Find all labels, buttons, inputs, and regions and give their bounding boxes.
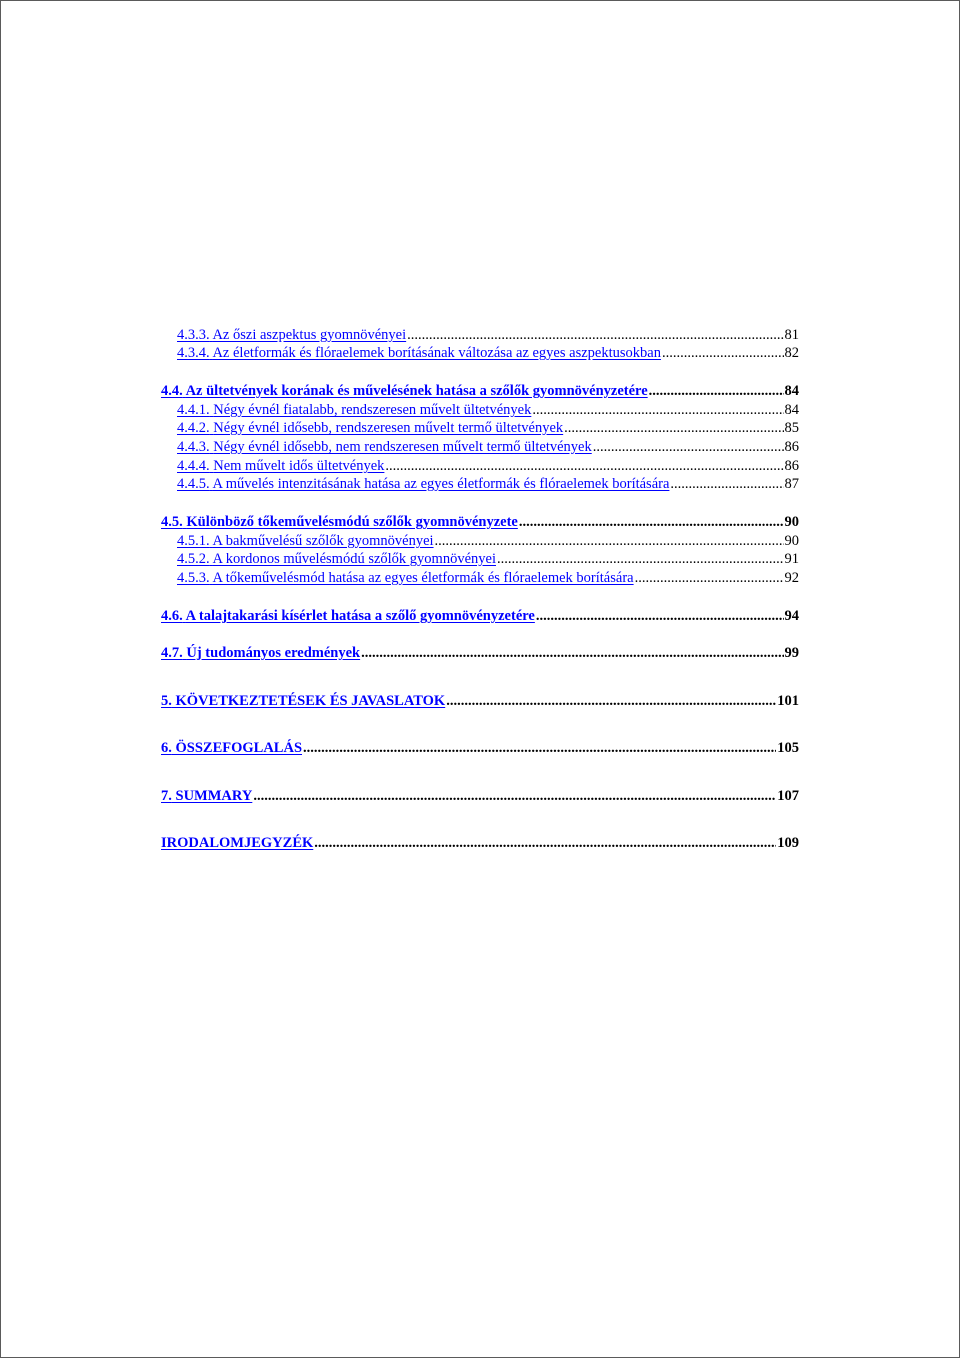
toc-page-number: 101 [777, 693, 799, 709]
toc-page-number: 84 [784, 402, 799, 418]
toc-entry-4-5-1[interactable] [177, 532, 799, 550]
toc-entry-label[interactable]: 4.4. Az ültetvények korának és művelésének hatása a szőlők gyomnövényzetére [161, 383, 648, 399]
dot-leader [253, 787, 776, 805]
dot-leader [532, 401, 783, 419]
toc-page-number: 84 [784, 383, 799, 399]
toc-page-number: 99 [784, 645, 799, 661]
toc-entry-4-4-5[interactable] [177, 475, 799, 493]
toc-entry-4-4[interactable] [161, 382, 799, 400]
toc-entry-4-4-4[interactable] [177, 457, 799, 475]
toc-entry-4-3-4[interactable] [177, 344, 799, 362]
toc-entry-4-5-2[interactable] [177, 550, 799, 568]
toc-entry-7[interactable] [161, 787, 799, 805]
toc-entry-4-3-3[interactable] [177, 326, 799, 344]
toc-page-number: 105 [777, 740, 799, 756]
dot-leader [670, 475, 783, 493]
toc-entry-label[interactable]: 4.5. Különböző tőkeművelésmódú szőlők gyomnövényzete [161, 514, 518, 530]
toc-entry-label[interactable]: IRODALOMJEGYZÉK [161, 835, 314, 851]
dot-leader [314, 834, 776, 852]
toc-entry-label[interactable]: 7. SUMMARY [161, 788, 253, 804]
dot-leader [662, 344, 784, 362]
toc-entry-4-4-1[interactable] [177, 401, 799, 419]
dot-leader [635, 569, 784, 587]
toc-entry-6[interactable] [161, 739, 799, 757]
toc-entry-4-4-2[interactable] [177, 419, 799, 437]
toc-entry-label[interactable]: 6. ÖSSZEFOGLALÁS [161, 740, 303, 756]
toc-entry-label[interactable]: 4.5.2. A kordonos művelésmódú szőlők gyomnövényei [177, 551, 496, 567]
dot-leader [361, 644, 783, 662]
dot-leader [519, 513, 784, 531]
toc-page-number: 87 [784, 476, 799, 492]
dot-leader [564, 419, 783, 437]
toc-entry-label[interactable]: 4.6. A talajtakarási kísérlet hatása a szőlő gyomnövényzetére [161, 608, 535, 624]
toc-page-number: 92 [784, 570, 799, 586]
toc-entry-label[interactable]: 4.5.1. A bakművelésű szőlők gyomnövényei [177, 533, 434, 549]
toc-entry-label[interactable]: 4.4.1. Négy évnél fiatalabb, rendszeresen művelt ültetvények [177, 402, 532, 418]
toc-entry-label[interactable]: 4.4.4. Nem művelt idős ültetvények [177, 458, 385, 474]
toc-entry-label[interactable]: 4.4.3. Négy évnél idősebb, nem rendszeresen művelt termő ültetvények [177, 439, 592, 455]
toc-entry-5[interactable] [161, 692, 799, 710]
toc-entry-irodalomjegyzek[interactable] [161, 834, 799, 852]
toc-page-number: 82 [784, 345, 799, 361]
toc-page-number: 86 [784, 458, 799, 474]
toc-entry-label[interactable]: 4.7. Új tudományos eredmények [161, 645, 361, 661]
toc-entry-4-6[interactable] [161, 607, 799, 625]
dot-leader [303, 739, 776, 757]
dot-leader [407, 326, 783, 344]
toc-entry-4-7[interactable] [161, 644, 799, 662]
dot-leader [536, 607, 784, 625]
toc-entry-label[interactable]: 4.3.3. Az őszi aszpektus gyomnövényei [177, 327, 407, 343]
dot-leader [385, 457, 783, 475]
toc-page-number: 107 [777, 788, 799, 804]
toc-page-number: 86 [784, 439, 799, 455]
dot-leader [435, 532, 784, 550]
dot-leader [593, 438, 784, 456]
toc-page-number: 85 [784, 420, 799, 436]
toc-entry-4-5[interactable] [161, 513, 799, 531]
dot-leader [649, 382, 784, 400]
toc-entry-label[interactable]: 5. KÖVETKEZTETÉSEK ÉS JAVASLATOK [161, 693, 446, 709]
toc-page-number: 109 [777, 835, 799, 851]
toc-entry-label[interactable]: 4.4.2. Négy évnél idősebb, rendszeresen művelt termő ültetvények [177, 420, 564, 436]
toc-entry-4-4-3[interactable] [177, 438, 799, 456]
toc-entry-label[interactable]: 4.4.5. A művelés intenzitásának hatása az egyes életformák és flóraelemek borítására [177, 476, 670, 492]
dot-leader [446, 692, 776, 710]
toc-page-number: 91 [784, 551, 799, 567]
toc-page-number: 90 [784, 533, 799, 549]
toc-entry-label[interactable]: 4.5.3. A tőkeművelésmód hatása az egyes életformák és flóraelemek borítására [177, 570, 634, 586]
toc-entry-label[interactable]: 4.3.4. Az életformák és flóraelemek borításának változása az egyes aszpektusokban [177, 345, 661, 361]
dot-leader [497, 550, 784, 568]
toc-entry-4-5-3[interactable] [177, 569, 799, 587]
toc-page-number: 81 [784, 327, 799, 343]
toc-page-number: 94 [784, 608, 799, 624]
toc-page-number: 90 [784, 514, 799, 530]
